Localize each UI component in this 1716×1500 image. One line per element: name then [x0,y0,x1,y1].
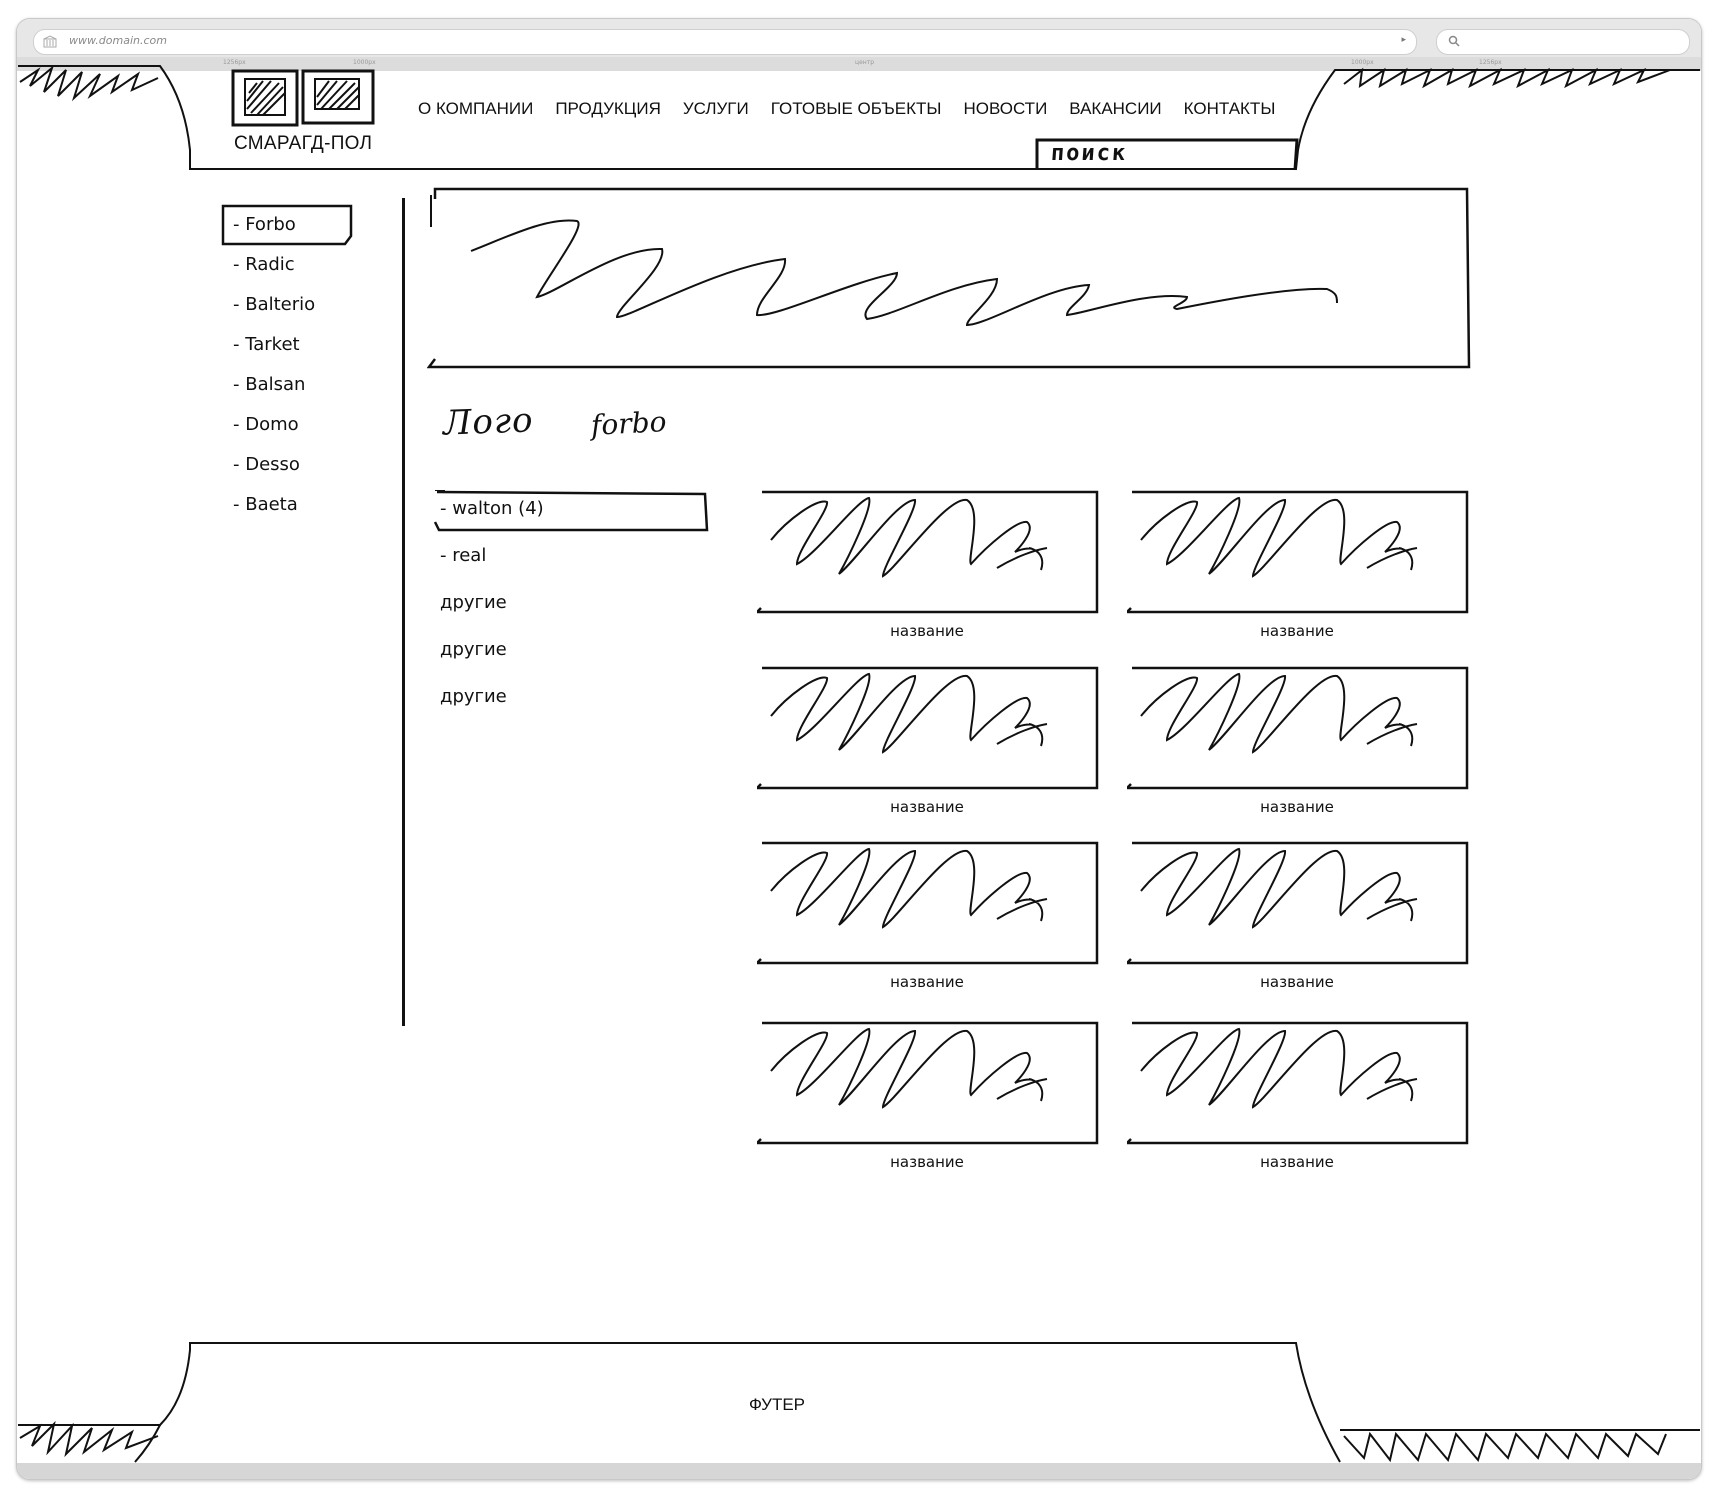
brand-item-baeta[interactable]: - Baeta [233,494,298,515]
collection-item-walton[interactable]: - walton (4) [440,498,544,519]
product-card[interactable] [1127,666,1467,816]
main-nav [418,99,1297,119]
nav-item-contacts[interactable]: КОНТАКТЫ [1183,99,1276,118]
product-caption: название [1260,1153,1334,1171]
brand-list [233,214,315,534]
brand-item-balsan[interactable]: - Balsan [233,374,306,395]
collection-item-other[interactable]: другие [440,686,507,707]
hatch-bottom-right [1340,1418,1680,1468]
brand-logo-heading [443,402,667,442]
product-caption: название [1260,973,1334,991]
brand-item-domo[interactable]: - Domo [233,414,299,435]
brand-item-radic[interactable]: - Radic [233,254,295,275]
product-image [757,666,1099,792]
product-image [1127,666,1469,792]
product-card[interactable] [757,1021,1097,1171]
brand-item-balterio[interactable]: - Balterio [233,294,316,315]
sidebar-divider [402,198,405,1026]
product-image [1127,841,1469,967]
brand-item-desso[interactable]: - Desso [233,454,300,475]
product-card[interactable] [1127,1021,1467,1171]
ruler-mark: центр [855,59,875,66]
product-caption: название [1260,622,1334,640]
search-input[interactable] [1035,138,1300,172]
hatch-top-left [18,62,168,102]
hatch-top-right [1340,62,1680,92]
nav-item-objects[interactable]: ГОТОВЫЕ ОБЪЕКТЫ [770,99,942,118]
ruler-mark: 1256px [223,59,246,66]
brand-logo-label: Лого [442,400,535,444]
collection-item-other[interactable]: другие [440,592,507,613]
product-image [757,490,1099,616]
logo-text[interactable]: СМАРАГД-ПОЛ [234,133,373,154]
nav-item-vacancies[interactable]: ВАКАНСИИ [1069,99,1162,118]
product-caption: название [1260,798,1334,816]
ruler-mark: 1000px [1351,59,1374,66]
product-caption: название [890,798,964,816]
collection-item-other[interactable]: другие [440,639,507,660]
hatch-bottom-left [18,1408,168,1464]
collection-item-real[interactable]: - real [440,545,487,566]
collection-list [440,498,544,733]
product-image [1127,490,1469,616]
ruler-mark: 1000px [353,59,376,66]
product-caption: название [890,622,964,640]
product-caption: название [890,1153,964,1171]
logo-icon[interactable] [231,69,375,129]
product-card[interactable] [757,666,1097,816]
go-arrow-icon[interactable]: ▸ [1401,35,1406,45]
ruler-mark: 1256px [1479,59,1502,66]
product-image [757,1021,1099,1147]
brand-logo-name: forbo [590,405,668,442]
brand-item-forbo[interactable]: - Forbo [233,214,296,235]
product-card[interactable] [1127,841,1467,991]
product-image [757,841,1099,967]
product-caption: название [890,973,964,991]
url-text: www.domain.com [69,34,167,47]
product-card[interactable] [757,490,1097,640]
search-placeholder: поиск [1050,141,1129,166]
product-card[interactable] [1127,490,1467,640]
nav-item-products[interactable]: ПРОДУКЦИЯ [555,99,661,118]
nav-item-about[interactable]: О КОМПАНИИ [418,99,534,118]
product-image [1127,1021,1469,1147]
footer-text: ФУТЕР [749,1395,806,1414]
active-brand-highlight [221,204,355,248]
banner-image[interactable] [427,187,1471,369]
brand-item-tarket[interactable]: - Tarket [233,334,300,355]
nav-item-news[interactable]: НОВОСТИ [963,99,1048,118]
product-card[interactable] [757,841,1097,991]
nav-item-services[interactable]: УСЛУГИ [682,99,749,118]
